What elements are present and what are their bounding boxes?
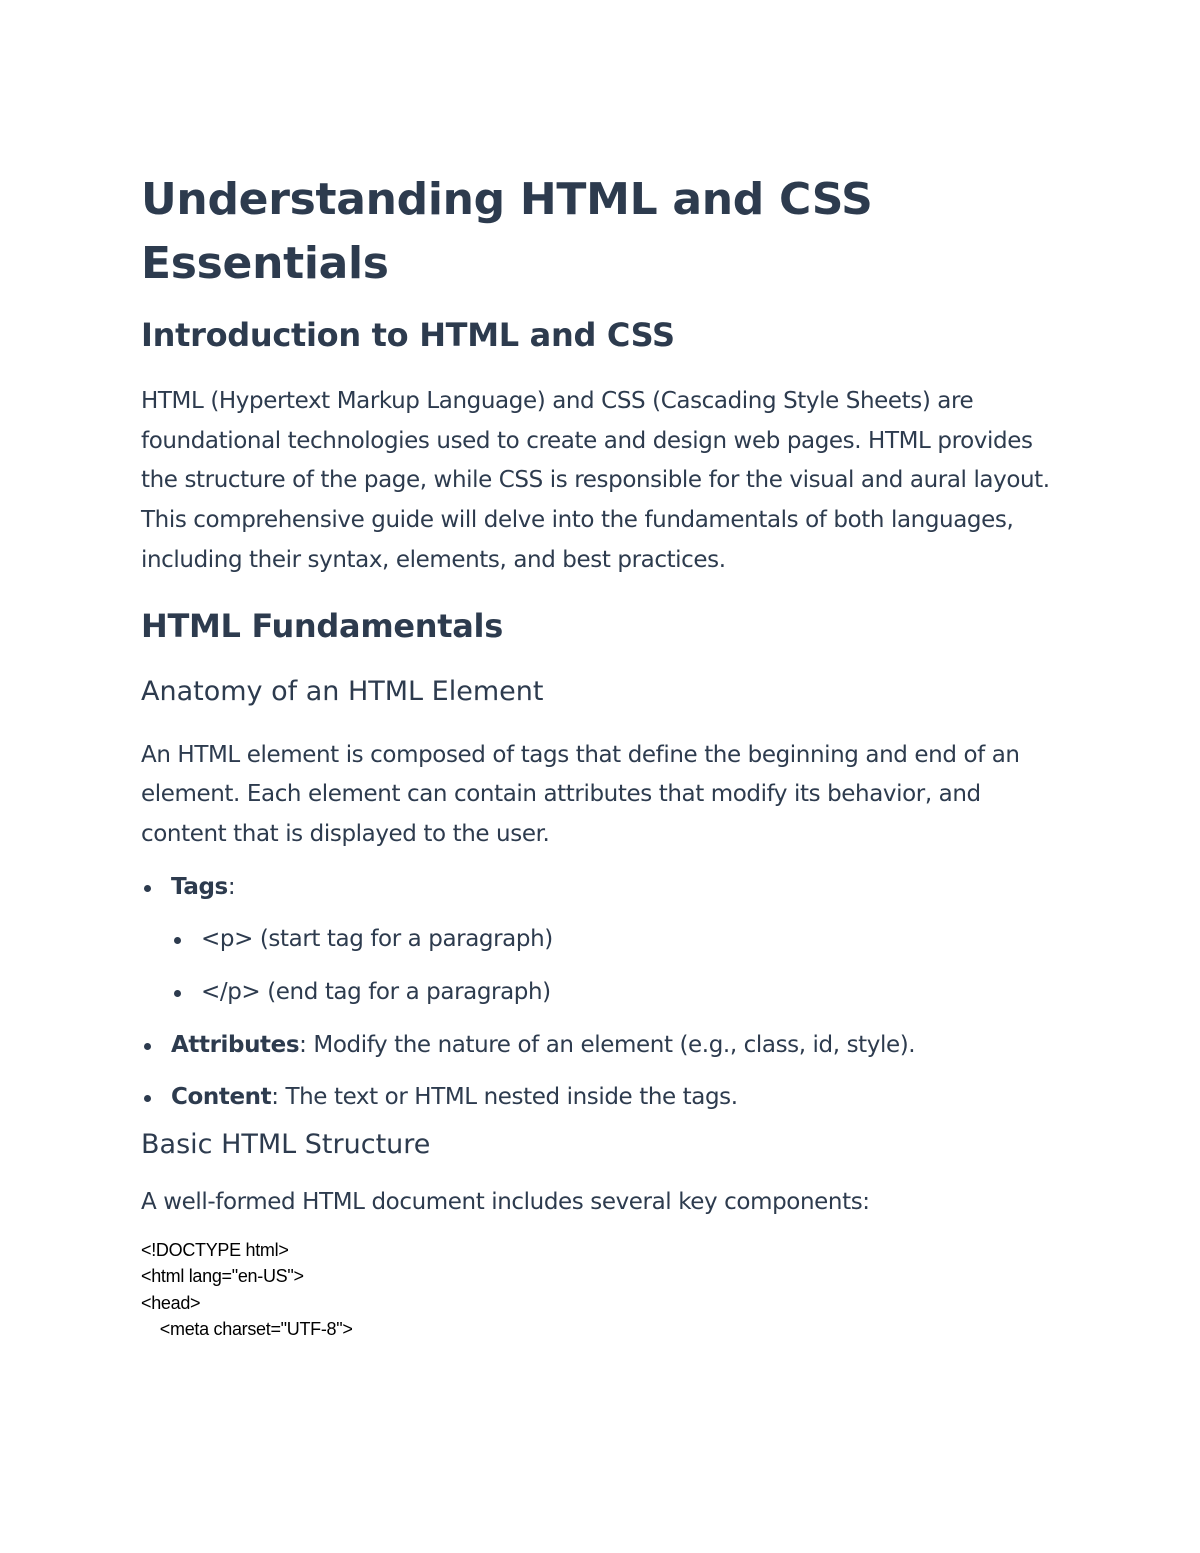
intro-heading: Introduction to HTML and CSS [141,316,675,354]
bullet-icon [174,990,181,997]
end-tag-text: </p> (end tag for a paragraph) [201,979,551,1006]
tags-suffix: : [227,873,236,900]
attributes-label: Attributes [171,1031,300,1058]
html-fundamentals-heading: HTML Fundamentals [141,606,503,645]
bullet-icon [144,1095,151,1102]
document-page [141,168,1071,1343]
attributes-text: : Modify the nature of an element (e.g., class, id, style). [299,1031,916,1058]
document-title: Understanding HTML and CSS Essentials [141,174,873,289]
content-label: Content [171,1084,272,1111]
basic-structure-paragraph: A well-formed HTML document includes several key components: [141,1189,870,1216]
intro-paragraph: HTML (Hypertext Markup Language) and CSS (Cascading Style Sheets) are foundational technologies used to create and design web pages. HTML provides the structure of the page, while CSS is responsible for the visual and aural layout. This comprehensive guide will delve into the fundamentals of both languages, including their syntax, elements, and best practices. [141,388,1050,573]
list-item-end-tag [171,973,1071,1013]
bullet-icon [144,885,151,892]
anatomy-heading: Anatomy of an HTML Element [141,675,544,707]
anatomy-list [141,868,1071,1119]
bullet-icon [174,937,181,944]
anatomy-paragraph: An HTML element is composed of tags that define the beginning and end of an element. Each element can contain attributes that modify its behavior, and content that is displayed to the user. [141,741,1020,847]
list-item-attributes [141,1026,1071,1066]
tags-label: Tags [171,873,228,900]
content-text: : The text or HTML nested inside the tags. [271,1084,738,1111]
basic-structure-heading: Basic HTML Structure [141,1129,431,1161]
tags-sublist [171,920,1071,1012]
list-item-start-tag [171,920,1071,960]
start-tag-text: <p> (start tag for a paragraph) [201,926,553,953]
bullet-icon [144,1043,151,1050]
list-item-tags [141,868,1071,1013]
list-item-content [141,1078,1071,1118]
code-block: <!DOCTYPE html> <html lang="en-US"> <head> <meta charset="UTF-8"> [141,1239,353,1340]
